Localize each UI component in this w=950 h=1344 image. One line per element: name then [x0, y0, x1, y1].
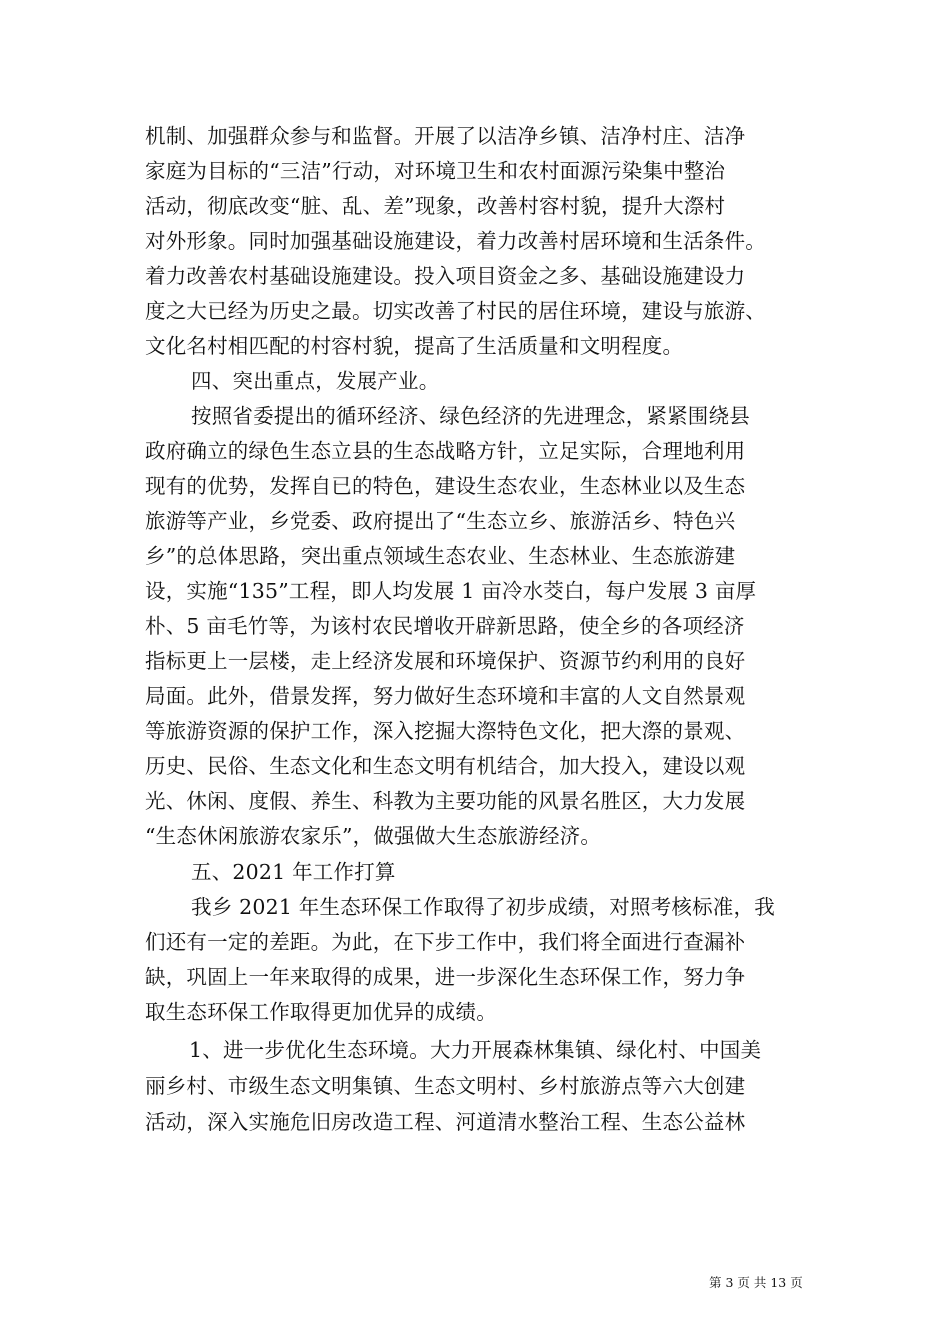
text-line: 对外形象。同时加强基础设施建设，着力改善村居环境和生活条件。	[145, 229, 766, 253]
text-line: 文化名村相匹配的村容村貌，提高了生活质量和文明程度。	[145, 334, 684, 358]
text-line: 家庭为目标的“三洁”行动，对环境卫生和农村面源污染集中整治	[145, 159, 726, 183]
text-line: 朴、5 亩毛竹等，为该村农民增收开辟新思路，使全乡的各项经济	[145, 614, 745, 638]
text-line: 活动，深入实施危旧房改造工程、河道清水整治工程、生态公益林	[145, 1110, 746, 1134]
text-line: 政府确立的绿色生态立县的生态战略方针，立足实际，合理地利用	[145, 439, 746, 463]
text-line: “生态休闲旅游农家乐”，做强做大生态旅游经济。	[145, 824, 602, 848]
text-line: 取生态环保工作取得更加优异的成绩。	[145, 1000, 497, 1024]
text-line: 设，实施“135”工程，即人均发展 1 亩冷水茭白，每户发展 3 亩厚	[145, 579, 757, 603]
text-line: 丽乡村、市级生态文明集镇、生态文明村、乡村旅游点等六大创建	[145, 1074, 746, 1098]
text-line: 旅游等产业，乡党委、政府提出了“生态立乡、旅游活乡、特色兴	[145, 509, 736, 533]
text-line: 着力改善农村基础设施建设。投入项目资金之多、基础设施建设力	[145, 264, 746, 288]
text-line: 按照省委提出的循环经济、绿色经济的先进理念，紧紧围绕县	[191, 404, 750, 428]
text-line: 指标更上一层楼，走上经济发展和环境保护、资源节约利用的良好	[145, 649, 746, 673]
text-line: 现有的优势，发挥自已的特色，建设生态农业，生态林业以及生态	[145, 474, 746, 498]
text-line: 活动，彻底改变“脏、乱、差”现象，改善村容村貌，提升大漈村	[145, 194, 726, 218]
text-line: 历史、民俗、生态文化和生态文明有机结合，加大投入，建设以观	[145, 754, 746, 778]
text-line: 等旅游资源的保护工作，深入挖掘大漈特色文化，把大漈的景观、	[145, 719, 746, 743]
section-heading: 四、突出重点，发展产业。	[191, 369, 440, 393]
text-line: 局面。此外，借景发挥，努力做好生态环境和丰富的人文自然景观	[145, 684, 746, 708]
text-line: 光、休闲、度假、养生、科教为主要功能的风景名胜区，大力发展	[145, 789, 746, 813]
page-number: 第 3 页 共 13 页	[709, 1275, 803, 1290]
text-line: 度之大已经为历史之最。切实改善了村民的居住环境，建设与旅游、	[145, 299, 766, 323]
text-line: 1、进一步优化生态环境。大力开展森林集镇、绿化村、中国美	[189, 1038, 762, 1062]
text-line: 我乡 2021 年生态环保工作取得了初步成绩，对照考核标准，我	[191, 895, 775, 919]
text-line: 机制、加强群众参与和监督。开展了以洁净乡镇、洁净村庄、洁净	[145, 124, 746, 148]
section-heading: 五、2021 年工作打算	[191, 860, 396, 884]
text-line: 们还有一定的差距。为此，在下步工作中，我们将全面进行查漏补	[145, 930, 746, 954]
text-line: 缺，巩固上一年来取得的成果，进一步深化生态环保工作，努力争	[145, 965, 746, 989]
text-line: 乡”的总体思路，突出重点领域生态农业、生态林业、生态旅游建	[145, 544, 736, 568]
